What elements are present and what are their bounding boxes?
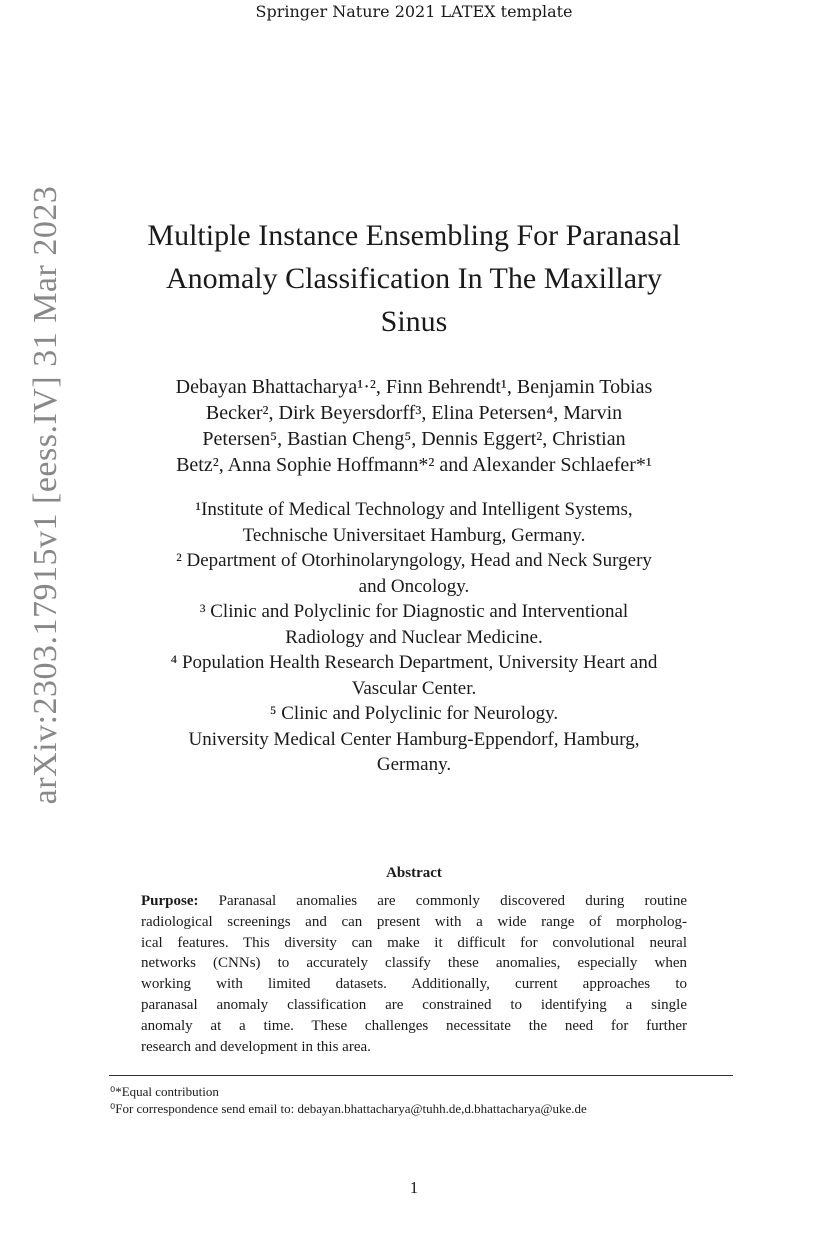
author-line: Betz², Anna Sophie Hoffmann*² and Alexander Schlaefer*¹ xyxy=(176,454,652,476)
purpose-label: Purpose: xyxy=(141,893,199,909)
title-line: Anomaly Classification In The Maxillary xyxy=(165,262,662,295)
abstract-line: radiological screenings and can present with a wide range of morpholog- xyxy=(141,913,687,930)
affiliation-line: ¹Institute of Medical Technology and Intelligent Systems, xyxy=(195,499,633,520)
abstract-line xyxy=(141,891,687,912)
abstract-line: research and development in this area. xyxy=(141,1038,371,1055)
title-line: Sinus xyxy=(380,305,448,338)
author-line: Becker², Dirk Beyersdorff³, Elina Petersen⁴, Marvin xyxy=(205,402,623,424)
title-line: Multiple Instance Ensembling For Paranasal xyxy=(147,219,681,252)
author-line: Debayan Bhattacharya¹·², Finn Behrendt¹, Benjamin Tobias xyxy=(175,376,653,398)
footnote-divider xyxy=(109,1075,733,1076)
affiliation-line: Germany. xyxy=(376,754,452,775)
affiliation-line: Technische Universitaet Hamburg, Germany. xyxy=(242,524,586,546)
affiliation-line: Vascular Center. xyxy=(351,677,477,699)
affiliation-line: ⁴ Population Health Research Department, University Heart and xyxy=(170,652,658,673)
affiliation-line: and Oncology. xyxy=(358,575,470,597)
author-list xyxy=(112,374,716,478)
abstract-first-line-text: Paranasal anomalies are commonly discovered during routine xyxy=(218,893,688,909)
arxiv-identifier-stamp[interactable]: arXiv:2303.17915v1 [eess.IV] 31 Mar 2023 xyxy=(27,185,64,805)
affiliation-line: ² Department of Otorhinolaryngology, Head and Neck Surgery xyxy=(176,550,652,571)
affiliation-list xyxy=(112,497,716,778)
abstract-line: ical features. This diversity can make it difficult for convolutional neural xyxy=(141,934,687,951)
affiliation-line: ⁵ Clinic and Polyclinic for Neurology. xyxy=(269,703,559,724)
abstract-line: anomaly at a time. These challenges necessitate the need for further xyxy=(141,1017,687,1034)
footnotes xyxy=(110,1083,750,1117)
abstract-body xyxy=(141,891,687,1057)
abstract-line: working with limited datasets. Additionally, current approaches to xyxy=(141,976,687,993)
abstract-line: paranasal anomaly classification are constrained to identifying a single xyxy=(141,996,687,1013)
page-number: 1 xyxy=(409,1178,419,1197)
abstract-heading: Abstract xyxy=(386,865,442,881)
affiliation-line: University Medical Center Hamburg-Eppendorf, Hamburg, xyxy=(188,728,640,750)
author-line: Petersen⁵, Bastian Cheng⁵, Dennis Eggert², Christian xyxy=(202,428,626,450)
affiliation-line: Radiology and Nuclear Medicine. xyxy=(285,626,543,648)
running-header: Springer Nature 2021 LATEX template xyxy=(255,2,573,21)
affiliation-line: ³ Clinic and Polyclinic for Diagnostic and Interventional xyxy=(199,601,629,622)
paper-title xyxy=(115,214,713,343)
footnote-equal-contribution: ⁰*Equal contribution xyxy=(110,1084,219,1099)
abstract-line: networks (CNNs) to accurately classify these anomalies, especially when xyxy=(141,955,687,972)
footnote-correspondence[interactable]: ⁰For correspondence send email to: debayan.bhattacharya@tuhh.de,d.bhattacharya@uke.de xyxy=(110,1101,587,1116)
